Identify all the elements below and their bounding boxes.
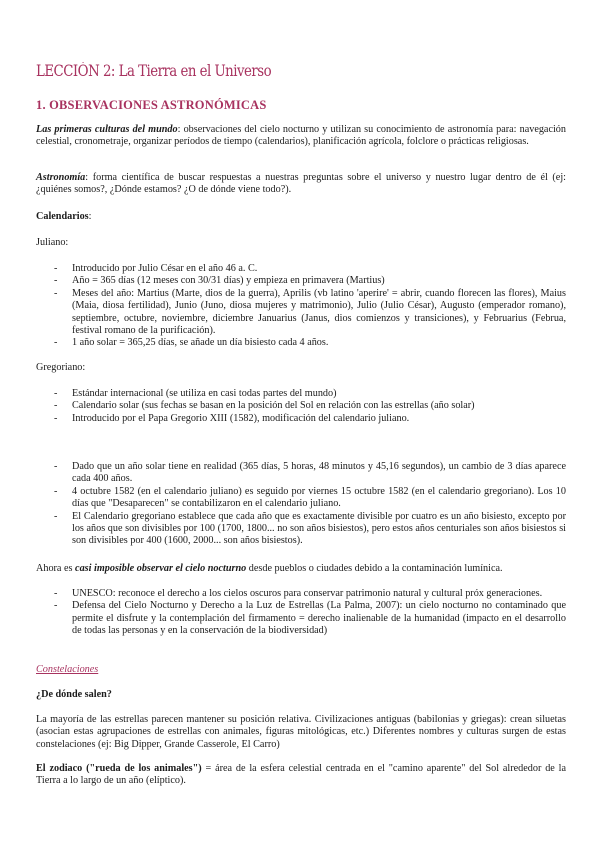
- intro-term: Las primeras culturas del mundo: [36, 124, 178, 135]
- night-sky-paragraph: Ahora es casi imposible observar el cielo nocturno desde pueblos o ciudades debido a la contaminación lumínica.: [36, 563, 503, 574]
- constellations-heading: Constelaciones: [36, 664, 99, 675]
- lesson-title: LECCIÓN 2: La Tierra en el Universo: [36, 62, 272, 80]
- constellations-paragraph: La mayoría de las estrellas parecen mantener su posición relativa. Civilizaciones antiguas (babilonias y griegas): crean siluetas (asocian estas agrupaciones de estrellas con animales, figuras mitológicas, etc.) Diferentes nombres y culturas surgen de estas constelaciones (ej: Big Dipper, Grande Casserole, El Carro): [36, 714, 566, 750]
- intro-paragraph: [36, 124, 566, 149]
- calendar-notes-list: [36, 461, 566, 548]
- list-item: - Defensa del Cielo Nocturno y Derecho a la Luz de Estrellas (La Palma, 2007): un cielo nocturno no contaminado que permite el disfrute y la contemplación del firmamento = derecho inalienable de la humanidad (impacto en el desarrollo de todas las personas y en la conservación de la biodiversidad): [36, 600, 566, 637]
- list-item: - Estándar internacional (se utiliza en casi todas partes del mundo): [36, 388, 566, 400]
- astronomy-paragraph: [36, 172, 566, 197]
- gregorian-label: Gregoriano:: [36, 362, 86, 373]
- list-item: - Año = 365 días (12 meses con 30/31 días) y empieza en primavera (Martius): [36, 275, 566, 287]
- night-sky-emphasis: casi imposible observar el cielo nocturno: [75, 563, 247, 574]
- list-item: - Calendario solar (sus fechas se basan en la posición del Sol en relación con las estrellas (año solar): [36, 400, 566, 412]
- list-item: - El Calendario gregoriano establece que cada año que es exactamente divisible por cuatro es un año bisiesto, excepto por los años que son divisibles por 100 (1700, 1800... no son años bisiestos), pero estos años centuriales son años bisiestos si son divisibles por 400 (1600, 2000... son años bisiestos).: [36, 511, 566, 548]
- list-item: - Introducido por el Papa Gregorio XIII (1582), modificación del calendario juliano.: [36, 413, 566, 425]
- constellations-question: ¿De dónde salen?: [36, 689, 112, 700]
- julian-label: Juliano:: [36, 237, 69, 248]
- zodiac-paragraph: [36, 763, 566, 788]
- list-item: - Meses del año: Martius (Marte, dios de la guerra), Aprilis (vb latino 'aperire' = abrir, cuando florecen las flores), Maius (Maia, diosa fertilidad), Junio (Juno, diosa mujeres y matrimonio), Julio (Julio César), Augusto (emperador romano), septiembre, octubre, noviembre, diciembre Januarius (Janus, dios comienzos y transiciones), y Februarius (Februa, festival romano de la purificación).: [36, 288, 566, 338]
- section-heading: 1. OBSERVACIONES ASTRONÓMICAS: [36, 98, 267, 112]
- night-sky-list: [36, 588, 566, 638]
- list-item: - Introducido por Julio César en el año 46 a. C.: [36, 263, 566, 275]
- julian-list: [36, 263, 566, 350]
- zodiac-text: = área de la esfera celestial centrada en el "camino aparente" del Sol alrededor de la Tierra a lo largo de un año (elíptico).: [36, 763, 566, 787]
- gregorian-list: [36, 388, 566, 425]
- astronomy-term: Astronomía: [36, 172, 86, 183]
- list-item: - 4 octubre 1582 (en el calendario juliano) es seguido por viernes 15 octubre 1582 (en el calendario gregoriano). Los 10 días que "Desaparecen" se contabilizaron en el calendario juliano.: [36, 486, 566, 511]
- list-item: - UNESCO: reconoce el derecho a los cielos oscuros para conservar patrimonio natural y cultural próx generaciones.: [36, 588, 566, 600]
- intro-text: : observaciones del cielo nocturno y utilizan su conocimiento de astronomía para: navegación celestial, cronometraje, organizar períodos de tiempo (calendarios), planificación agrícola, folclore o prácticas religiosas.: [36, 124, 566, 148]
- zodiac-term: El zodiaco ("rueda de los animales"): [36, 763, 202, 774]
- calendars-heading: Calendarios:: [36, 211, 92, 222]
- list-item: - Dado que un año solar tiene en realidad (365 días, 5 horas, 48 minutos y 45,16 segundos), un cambio de 3 días aparece cada 400 años.: [36, 461, 566, 486]
- list-item: - 1 año solar = 365,25 días, se añade un día bisiesto cada 4 años.: [36, 337, 566, 349]
- astronomy-text: : forma científica de buscar respuestas a nuestras preguntas sobre el universo y nuestro lugar dentro de él (ej: ¿quiénes somos?, ¿Dónde estamos? ¿O de dónde viene todo?).: [36, 172, 566, 196]
